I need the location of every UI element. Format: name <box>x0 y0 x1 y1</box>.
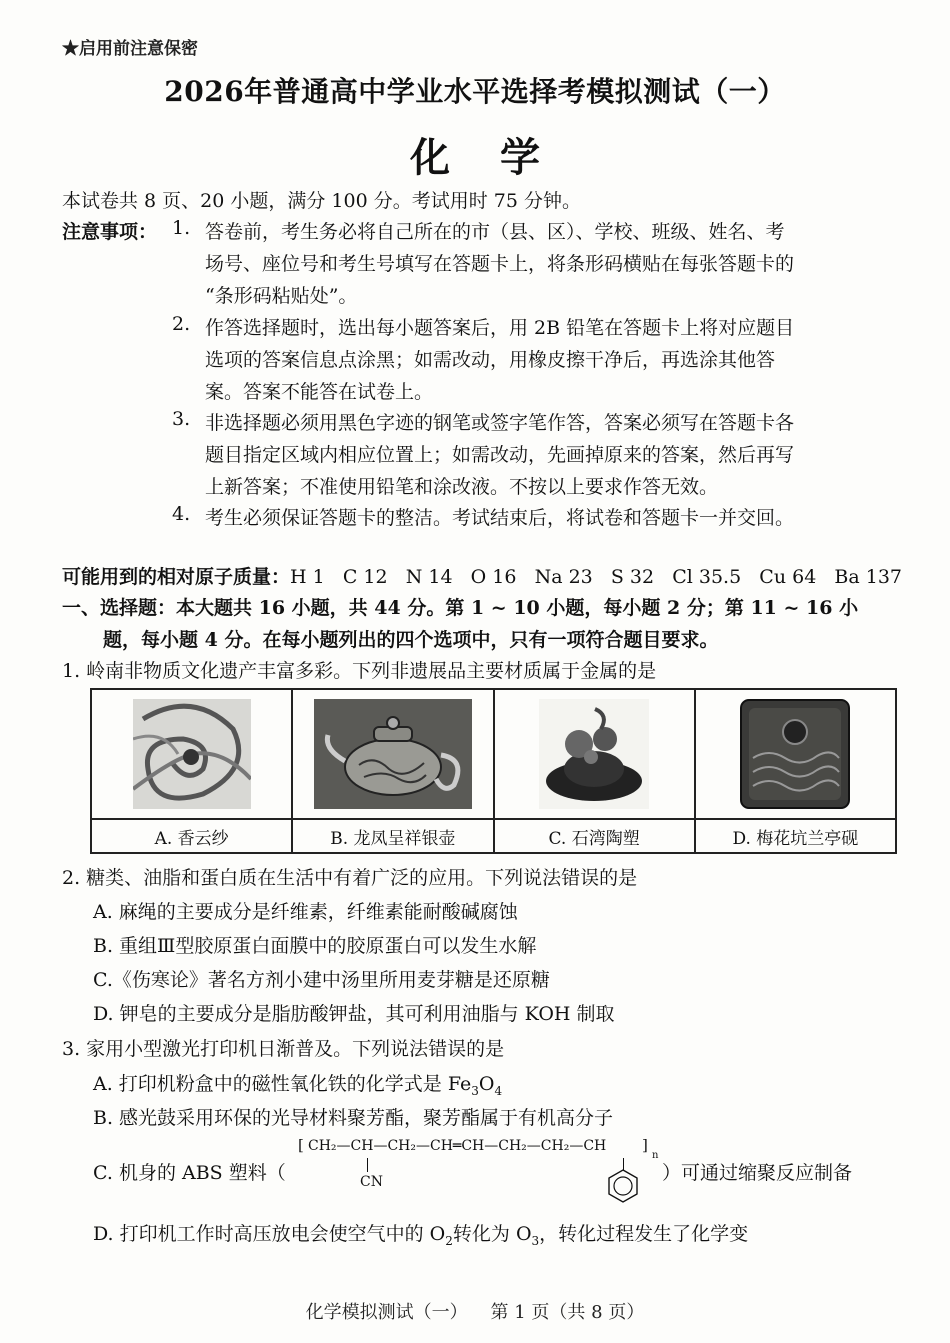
q3-option-a-mid: O <box>478 1073 495 1095</box>
benzene-ring-icon <box>606 1169 640 1203</box>
notice-item-2-line-2: 选项的答案信息点涂黑；如需改动，用橡皮擦干净后，再选涂其他答 <box>205 349 776 371</box>
q1-option-b: B. 龙凤呈祥银壶 <box>292 819 493 853</box>
intro-text: 本试卷共 8 页、20 小题，满分 100 分。考试用时 75 分钟。 <box>62 190 581 212</box>
atomic-masses-label: 可能用到的相对原子质量： <box>62 566 291 588</box>
q1-option-d: D. 梅花坑兰亭砚 <box>695 819 896 853</box>
notice-item-1-line-2: 场号、座位号和考生号填写在答题卡上，将条形码横贴在每张答题卡的 <box>205 253 795 275</box>
notice-item-2-num: 2. <box>172 313 191 335</box>
notice-item-1-line-1: 答卷前，考生务必将自己所在的市（县、区）、学校、班级、姓名、考 <box>205 221 785 243</box>
q2-option-b: B. 重组Ⅲ型胶原蛋白面膜中的胶原蛋白可以发生水解 <box>93 935 537 957</box>
q1-option-b-image-cell <box>292 689 493 819</box>
notice-item-2-line-3: 案。答案不能答在试卷上。 <box>205 381 434 403</box>
q1-option-c: C. 石湾陶塑 <box>494 819 695 853</box>
q3-option-d-text-3: ，转化过程发生了化学变 <box>539 1223 749 1245</box>
q3-option-c-prefix: C. 机身的 ABS 塑料（ <box>93 1162 286 1184</box>
notice-item-4-num: 4. <box>172 503 191 525</box>
q2-option-a: A. 麻绳的主要成分是纤维素，纤维素能耐酸碱腐蚀 <box>93 901 518 923</box>
notice-item-3-line-2: 题目指定区域内相应位置上；如需改动，先画掉原来的答案，然后再写 <box>205 444 795 466</box>
q3-option-b: B. 感光鼓采用环保的光导材料聚芳酯，聚芳酯属于有机高分子 <box>93 1107 614 1129</box>
q3-option-a-sub-1: 3 <box>471 1083 479 1098</box>
confidential-note: ★启用前注意保密 <box>62 39 198 59</box>
q3-option-d-sub-1: 2 <box>445 1233 453 1248</box>
q2-stem: 2. 糖类、油脂和蛋白质在生活中有着广泛的应用。下列说法错误的是 <box>62 867 638 889</box>
silver-teapot-image <box>314 699 472 809</box>
formula-bracket-left: [ <box>298 1136 304 1154</box>
notice-item-2-line-1: 作答选择题时，选出每小题答案后，用 2B 铅笔在答题卡上将对应题目 <box>205 317 795 339</box>
q3-option-a <box>93 1069 502 1098</box>
subject-title: 化学 <box>410 134 590 181</box>
section1-line-2: 题，每小题 4 分。在每小题列出的四个选项中，只有一项符合题目要求。 <box>103 629 719 651</box>
ceramic-sculpture-image <box>539 699 649 809</box>
formula-bracket-right: ] <box>642 1136 648 1154</box>
inkstone-image <box>739 698 851 810</box>
abs-structural-formula <box>296 1136 660 1206</box>
silk-fabric-image <box>133 699 251 809</box>
notice-item-4-line-1: 考生必须保证答题卡的整洁。考试结束后，将试卷和答题卡一并交回。 <box>205 507 795 529</box>
notice-item-3-line-1: 非选择题必须用黑色字迹的钢笔或签字笔作答，答案必须写在答题卡各 <box>205 412 795 434</box>
q1-option-d-image-cell <box>695 689 896 819</box>
q3-option-d-text-2: 转化为 O <box>452 1223 532 1245</box>
q3-option-d <box>93 1219 748 1248</box>
notice-item-3-line-3: 上新答案；不准使用铅笔和涂改液。不按以上要求作答无效。 <box>205 476 719 498</box>
q1-option-c-image-cell <box>494 689 695 819</box>
atomic-masses-values: H 1 C 12 N 14 O 16 Na 23 S 32 Cl 35.5 Cu 64 Ba 137 <box>290 566 902 588</box>
notice-label: 注意事项： <box>62 221 158 243</box>
atomic-masses <box>62 562 902 589</box>
q1-image-table <box>90 688 897 854</box>
q1-option-a: A. 香云纱 <box>91 819 292 853</box>
q3-option-d-sub-2: 3 <box>531 1233 540 1248</box>
q3-stem: 3. 家用小型激光打印机日渐普及。下列说法错误的是 <box>62 1038 505 1060</box>
formula-main-chain: CH₂—CH—CH₂—CH═CH—CH₂—CH₂—CH <box>308 1138 607 1154</box>
q2-option-c: C.《伤寒论》著名方剂小建中汤里所用麦芽糖是还原糖 <box>93 969 550 991</box>
q3-option-d-text-1: D. 打印机工作时高压放电会使空气中的 O <box>93 1223 446 1245</box>
q1-option-a-image-cell <box>91 689 292 819</box>
section1-line-1: 一、选择题：本大题共 16 小题，共 44 分。第 1 ~ 10 小题，每小题 2 分；第 11 ~ 16 小 <box>62 597 859 619</box>
exam-title: 2026年普通高中学业水平选择考模拟测试（一） <box>164 75 786 108</box>
page-footer: 化学模拟测试（一） 第 1 页（共 8 页） <box>305 1302 645 1323</box>
notice-item-1-num: 1. <box>172 217 191 239</box>
q3-option-a-sub-2: 4 <box>494 1083 503 1098</box>
formula-cn-group: CN <box>360 1174 383 1190</box>
q3-option-c-suffix: ）可通过缩聚反应制备 <box>662 1162 853 1184</box>
q3-option-a-text: A. 打印机粉盒中的磁性氧化铁的化学式是 Fe <box>93 1073 472 1095</box>
notice-item-3-num: 3. <box>172 408 191 430</box>
formula-n-subscript: n <box>652 1150 659 1161</box>
q1-stem: 1. 岭南非物质文化遗产丰富多彩。下列非遗展品主要材质属于金属的是 <box>62 660 657 682</box>
q2-option-d: D. 钾皂的主要成分是脂肪酸钾盐，其可利用油脂与 KOH 制取 <box>93 1003 615 1025</box>
formula-cn-bond <box>367 1158 368 1172</box>
notice-item-1-line-3: “条形码粘贴处”。 <box>205 285 358 307</box>
